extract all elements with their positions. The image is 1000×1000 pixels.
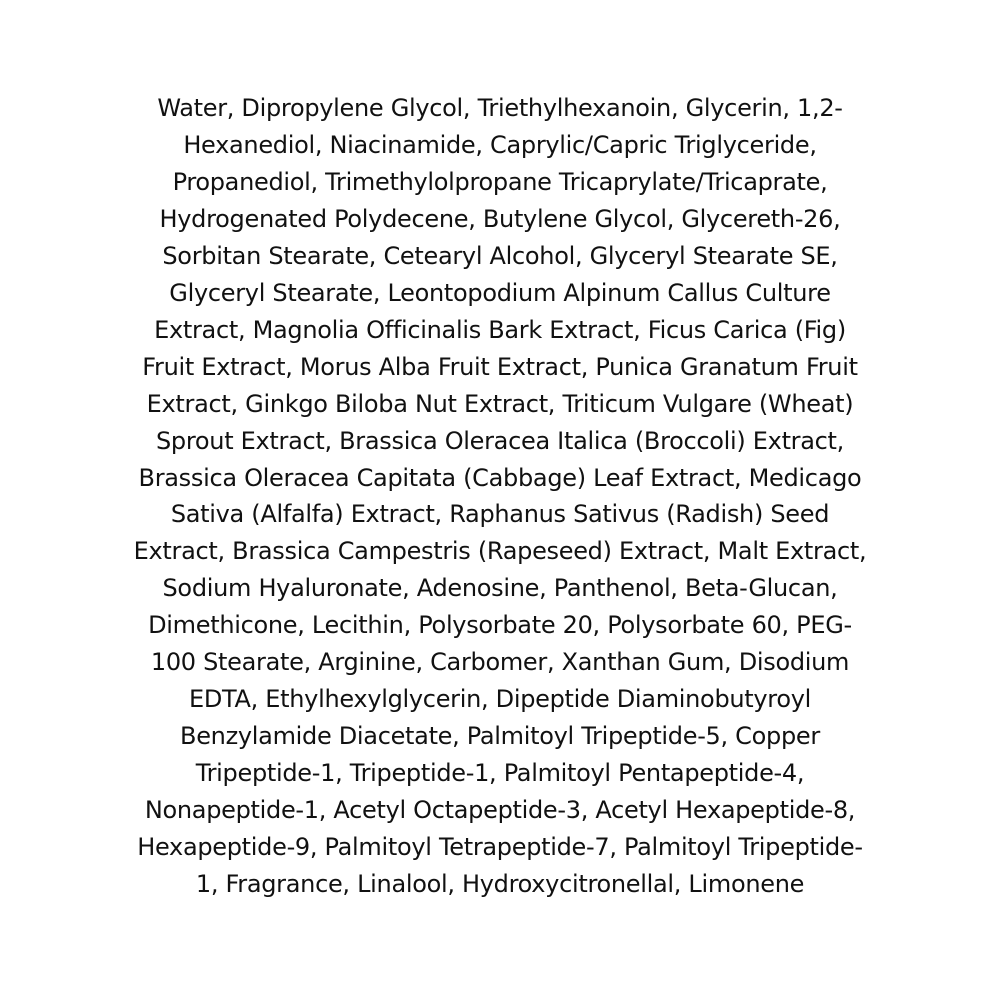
ingredients-line: Dimethicone, Lecithin, Polysorbate 20, Polysorbate 60, PEG-: [148, 611, 852, 640]
ingredients-line: Sorbitan Stearate, Cetearyl Alcohol, Glyceryl Stearate SE,: [162, 241, 838, 270]
ingredients-line: Benzylamide Diacetate, Palmitoyl Tripeptide-5, Copper: [180, 722, 820, 751]
ingredients-line: Nonapeptide-1, Acetyl Octapeptide-3, Acetyl Hexapeptide-8,: [144, 796, 856, 825]
ingredients-text-block: [90, 90, 910, 903]
ingredients-line: Sativa (Alfalfa) Extract, Raphanus Sativus (Radish) Seed: [170, 500, 830, 529]
ingredients-line: Propanediol, Trimethylolpropane Tricaprylate/Tricaprate,: [172, 167, 828, 196]
ingredients-line: Brassica Oleracea Capitata (Cabbage) Leaf Extract, Medicago: [138, 463, 862, 492]
ingredients-line: Extract, Ginkgo Biloba Nut Extract, Triticum Vulgare (Wheat): [146, 389, 854, 418]
ingredients-line: Sodium Hyaluronate, Adenosine, Panthenol, Beta-Glucan,: [162, 574, 838, 603]
ingredients-line: 100 Stearate, Arginine, Carbomer, Xanthan Gum, Disodium: [150, 648, 850, 677]
ingredients-line: Hexanediol, Niacinamide, Caprylic/Capric Triglyceride,: [183, 130, 817, 159]
ingredients-line: Glyceryl Stearate, Leontopodium Alpinum Callus Culture: [169, 278, 831, 307]
ingredients-line: Fruit Extract, Morus Alba Fruit Extract, Punica Granatum Fruit: [142, 352, 858, 381]
ingredients-line: Extract, Magnolia Officinalis Bark Extract, Ficus Carica (Fig): [154, 315, 846, 344]
ingredients-line: Hydrogenated Polydecene, Butylene Glycol, Glycereth-26,: [159, 204, 841, 233]
ingredients-line: Sprout Extract, Brassica Oleracea Italica (Broccoli) Extract,: [155, 426, 844, 455]
ingredients-line: EDTA, Ethylhexylglycerin, Dipeptide Diaminobutyroyl: [188, 685, 811, 714]
ingredients-line: 1, Fragrance, Linalool, Hydroxycitronellal, Limonene: [195, 870, 805, 899]
ingredients-line: Extract, Brassica Campestris (Rapeseed) Extract, Malt Extract,: [133, 537, 867, 566]
ingredients-line: Hexapeptide-9, Palmitoyl Tetrapeptide-7, Palmitoyl Tripeptide-: [137, 833, 863, 862]
ingredients-line: Tripeptide-1, Tripeptide-1, Palmitoyl Pentapeptide-4,: [195, 759, 805, 788]
ingredients-line: Water, Dipropylene Glycol, Triethylhexanoin, Glycerin, 1,2-: [157, 94, 843, 122]
